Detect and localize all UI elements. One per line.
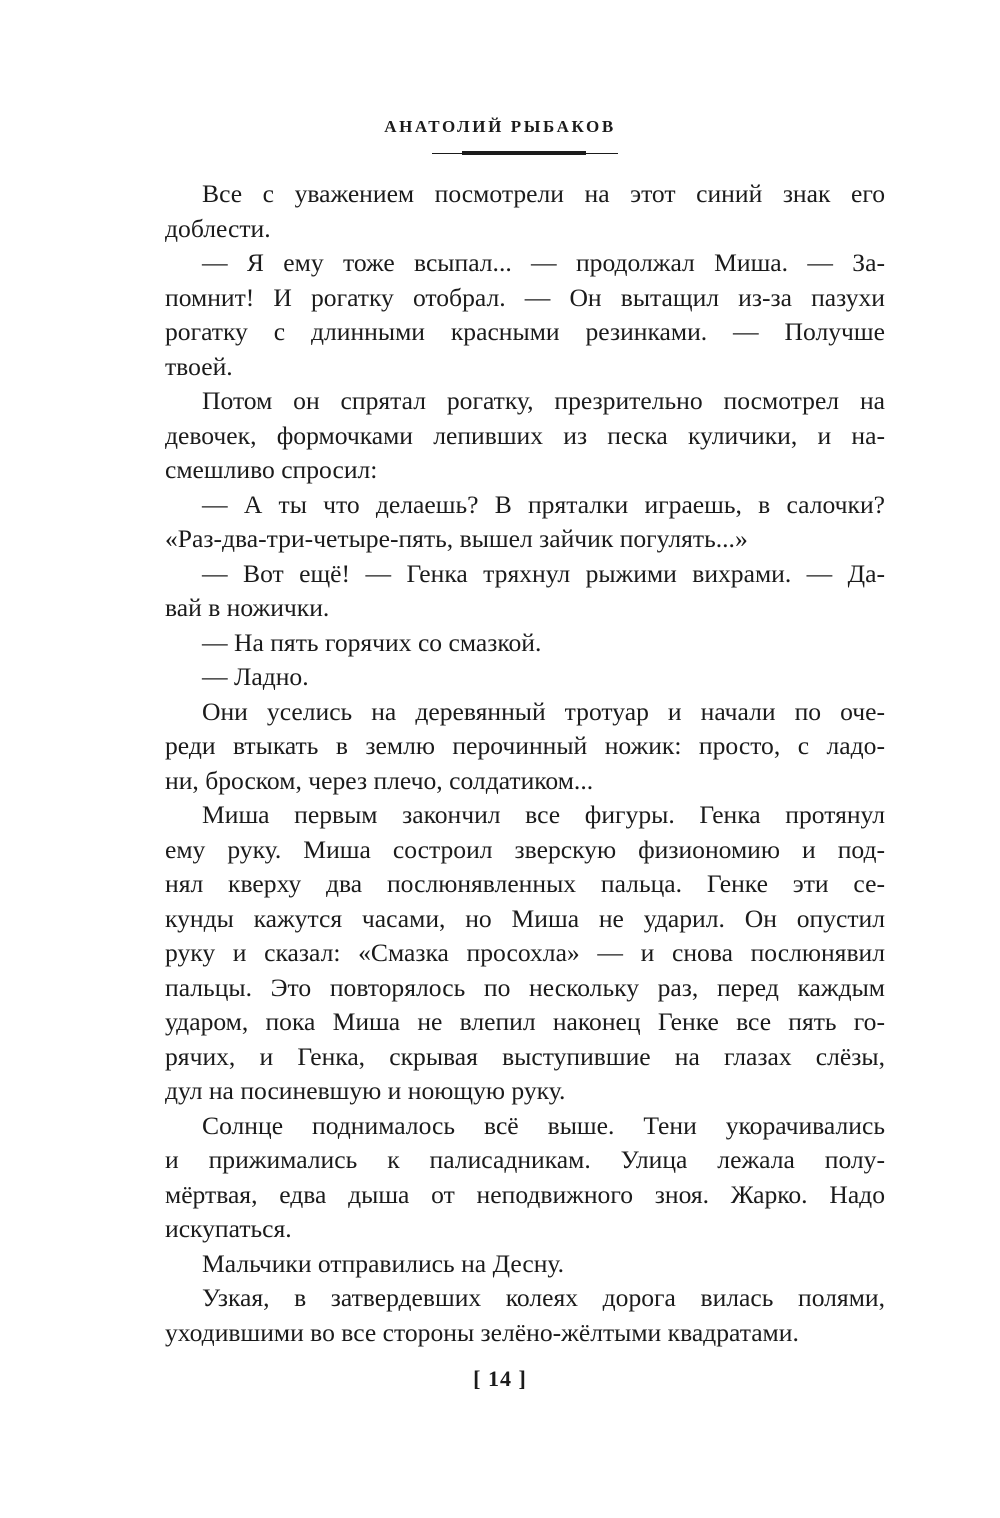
text-line: ему руку. Миша состроил зверскую физиономию и под- bbox=[165, 834, 885, 864]
paragraph bbox=[165, 660, 885, 695]
text-line: смешливо спросил: bbox=[165, 455, 378, 484]
page-number: [ 14 ] bbox=[473, 1366, 527, 1391]
text-line: Потом он спрятал рогатку, презрительно посмотрел на bbox=[202, 386, 885, 415]
text-line: «Раз-два-три-четыре-пять, вышел зайчик погулять...» bbox=[165, 524, 748, 553]
text-line: пальцы. Это повторялось по нескольку раз, перед каждым bbox=[165, 972, 885, 1002]
text-line: помнит! И рогатку отобрал. — Он вытащил из-за пазухи bbox=[165, 282, 885, 312]
text-line: Они уселись на деревянный тротуар и начали по оче- bbox=[202, 696, 885, 726]
text-line: и прижимались к палисадникам. Улица лежала полу- bbox=[165, 1145, 885, 1174]
text-line: — А ты что делаешь? В пряталки играешь, в салочки? bbox=[202, 489, 885, 519]
text-line: реди втыкать в землю перочинный ножик: просто, с ладо- bbox=[165, 731, 885, 760]
paragraph bbox=[165, 1281, 885, 1350]
paragraph bbox=[165, 384, 885, 488]
text-line: — Вот ещё! — Генка тряхнул рыжими вихрами. — Да- bbox=[202, 558, 885, 588]
text-line: твоей. bbox=[165, 351, 233, 381]
text-line: Все с уважением посмотрели на этот синий знак его bbox=[202, 179, 885, 208]
text-line: девочек, формочками лепивших из песка куличики, и на- bbox=[165, 420, 885, 450]
text-line: рячих, и Генка, скрывая выступившие на глазах слёзы, bbox=[165, 1041, 885, 1071]
text-line: искупаться. bbox=[165, 1214, 292, 1243]
paragraph bbox=[165, 557, 885, 626]
text-line: Мальчики отправились на Десну. bbox=[202, 1248, 565, 1278]
text-line: доблести. bbox=[165, 213, 271, 243]
paragraph bbox=[165, 695, 885, 799]
text-line: Миша первым закончил все фигуры. Генка протянул bbox=[202, 800, 885, 829]
text-line: кунды кажутся часами, но Миша не ударил. Он опустил bbox=[165, 903, 885, 933]
text-line: — Я ему тоже всыпал... — продолжал Миша. — За- bbox=[202, 248, 885, 277]
text-line: — Ладно. bbox=[202, 662, 309, 691]
paragraph bbox=[165, 488, 885, 557]
text-line: Узкая, в затвердевших колеях дорога вилась полями, bbox=[202, 1283, 885, 1312]
text-line: уходившими во все стороны зелёно-жёлтыми квадратами. bbox=[165, 1317, 799, 1347]
text-line: ударом, пока Миша не влепил наконец Генке все пять го- bbox=[165, 1007, 885, 1036]
author-name: АНАТОЛИЙ РЫБАКОВ bbox=[384, 117, 616, 136]
paragraph bbox=[165, 798, 885, 1109]
paragraph bbox=[165, 1109, 885, 1247]
header-rule-accent bbox=[462, 151, 586, 155]
text-line: руку и сказал: «Смазка просохла» — и снова послюнявил bbox=[165, 938, 885, 967]
text-line: ни, броском, через плечо, солдатиком... bbox=[165, 765, 594, 795]
text-line: рогатку с длинными красными резинками. — Получше bbox=[165, 317, 885, 346]
text-line: вай в ножички. bbox=[165, 593, 330, 622]
text-line: Солнце поднималось всё выше. Тени укорачивались bbox=[202, 1110, 885, 1140]
paragraph bbox=[165, 1247, 885, 1282]
paragraph bbox=[165, 626, 885, 661]
running-header bbox=[0, 117, 1000, 137]
paragraph bbox=[165, 246, 885, 384]
text-line: дул на посиневшую и ноющую руку. bbox=[165, 1076, 566, 1105]
paragraph bbox=[165, 177, 885, 246]
text-line: мёртвая, едва дыша от неподвижного зноя. Жарко. Надо bbox=[165, 1179, 885, 1209]
text-line: — На пять горячих со смазкой. bbox=[202, 627, 542, 657]
text-line: нял кверху два послюнявленных пальца. Генке эти се- bbox=[165, 869, 885, 898]
body-text bbox=[165, 177, 885, 1350]
